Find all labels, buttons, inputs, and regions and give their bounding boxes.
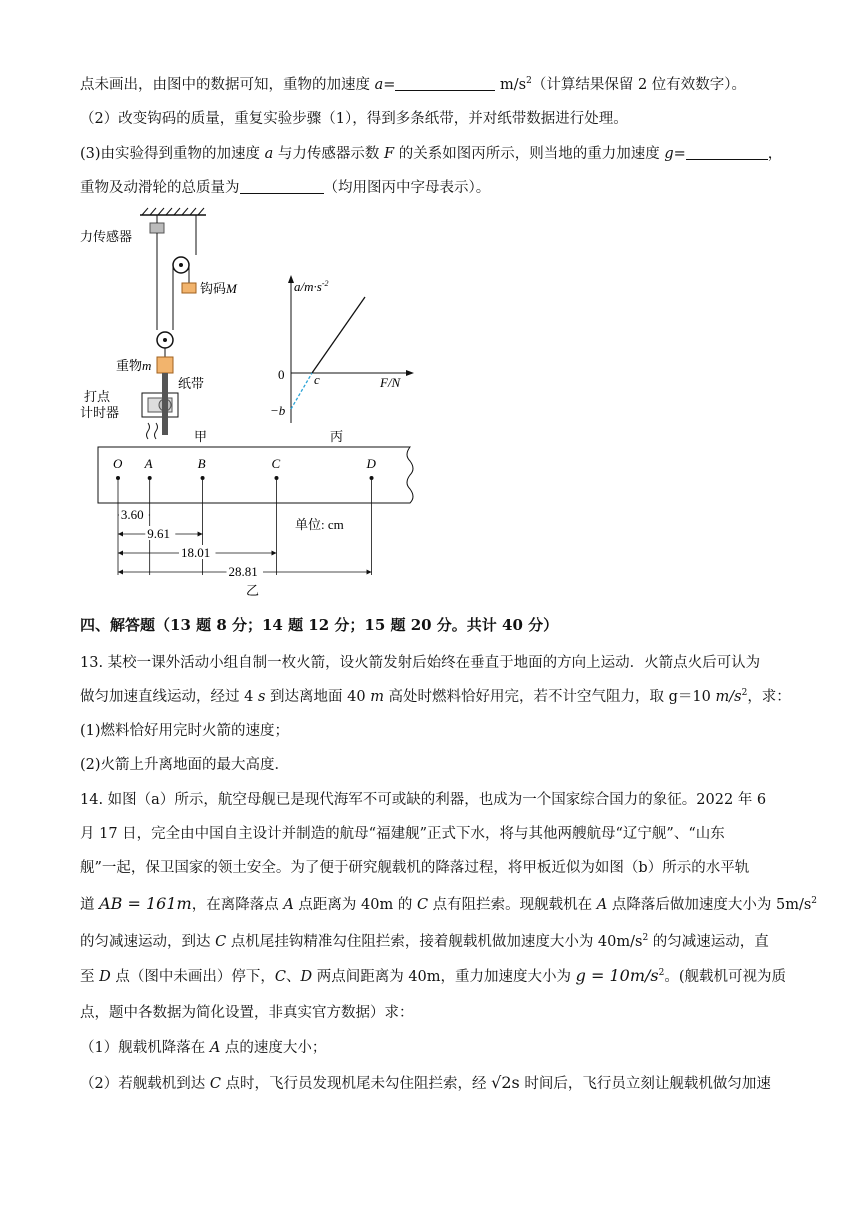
- tape-dot-B: [201, 476, 205, 480]
- q13-line-4: (2)火箭上升离地面的最大高度．: [80, 757, 290, 773]
- section-heading: 四、解答题（13 题 8 分；14 题 12 分；15 题 20 分。共计 40 分）: [80, 616, 559, 634]
- q14-line-6: 至 D 点（图中未画出）停下，C、D 两点间距离为 40m，重力加速度大小为 $g = 10m/s^2$。(舰载机可视为质: [80, 966, 786, 985]
- figure-label-jia: 甲: [194, 429, 208, 444]
- text-line-p4: 重物及动滑轮的总质量为 （均用图丙中字母表示）。: [80, 180, 491, 196]
- svg-text:a/m·s-2: $a/m\cdot s^{-2}$: [294, 279, 329, 294]
- q14-line-2: 月 17 日，完全由中国自主设计并制造的航母“福建舰”正式下水，将与其他两艘航母“辽宁舰”、“山东: [80, 826, 725, 842]
- svg-text:计时器: 计时器: [80, 405, 120, 420]
- answer-blank-mass[interactable]: [240, 179, 324, 194]
- text-line-p3: (3)由实验得到重物的加速度 a 与力传感器示数 F 的关系如图丙所示，则当地的重力加速度 g= ，: [80, 146, 783, 162]
- tape-dot-C: [274, 476, 278, 480]
- q14-line-4: 道 AB = 161m，在离降落点 A 点距离为 40m 的 C 点有阻拦索。现舰载机在 A 点降落后做加速度大小为 $5m/s^2$: [80, 894, 818, 913]
- force-sensor-icon: [150, 223, 164, 233]
- svg-text:纸带: 纸带: [178, 376, 205, 391]
- q14-line-9: （2）若舰载机到达 C 点时，飞行员发现机尾未勾住阻拦索，经 √2s 时间后，飞行员立刻让舰载机做匀加速: [80, 1073, 771, 1092]
- a-F-graph: [270, 275, 414, 444]
- tape-point-label-B: B: [197, 456, 206, 471]
- figure-label-yi: 乙: [246, 583, 260, 598]
- sensor-label: 力传感器: [80, 229, 133, 244]
- q14-line-1: 14. 如图（a）所示，航空母舰已是现代海军不可或缺的利器，也成为一个国家综合国力的象征。2022 年 6: [80, 792, 767, 808]
- answer-blank-gravity[interactable]: [686, 145, 768, 160]
- heavy-object-icon: [157, 357, 173, 373]
- tape-dot-D: [370, 476, 374, 480]
- tape-point-label-O: O: [113, 456, 123, 471]
- q13-line-1: 13. 某校一课外活动小组自制一枚火箭，设火箭发射后始终在垂直于地面的方向上运动．火箭点火后可认为: [80, 655, 761, 671]
- hook-weight-icon: [182, 283, 196, 293]
- tape-point-label-A: A: [144, 456, 153, 471]
- svg-text:打点: 打点: [84, 389, 111, 404]
- svg-text:钩码M: 钩码M: [200, 281, 237, 296]
- tape-dot-A: [148, 476, 152, 480]
- text-line-p1: 点未画出，由图中的数据可知，重物的加速度 $a= m/s^2$（计算结果保留 2 位有效数字）。: [80, 76, 747, 93]
- tape-point-label-D: D: [366, 456, 376, 471]
- q14-line-3: 舰”一起，保卫国家的领土安全。为了便于研究舰载机的降落过程，将甲板近似为如图（b）所示的水平轨: [80, 860, 750, 876]
- svg-text:F/N: F/N: [380, 375, 401, 390]
- q14-line-5: 的匀减速运动，到达 C 点机尾挂钩精准勾住阻拦索，接着舰载机做加速度大小为 $40m/s^2$ 的匀减速运动，直: [80, 933, 769, 950]
- dimension-value: 9.61: [147, 526, 171, 541]
- q13-line-2: 做匀加速直线运动，经过 4 s 到达离地面 40 m 高处时燃料恰好用完，若不计空气阻力，取 g＝10 $m/s^2$，求：: [80, 688, 791, 705]
- text-line-p2: （2）改变钩码的质量，重复实验步骤（1），得到多条纸带，并对纸带数据进行处理。: [80, 111, 628, 127]
- svg-text:c: c: [314, 372, 320, 387]
- tape-point-label-C: C: [271, 456, 281, 471]
- dimension-value: 28.81: [228, 564, 258, 579]
- q14-line-8: （1）舰载机降落在 A 点的速度大小；: [80, 1040, 327, 1056]
- experiment-figure: [80, 205, 420, 600]
- answer-blank-acceleration[interactable]: [395, 76, 495, 91]
- tape-dot-O: [116, 476, 120, 480]
- q14-line-7: 点，题中各数据为简化设置，非真实官方数据）求：: [80, 1005, 414, 1021]
- svg-text:0: 0: [278, 367, 285, 382]
- q13-line-3: (1)燃料恰好用完时火箭的速度；: [80, 723, 290, 739]
- figure-label-bing: 丙: [330, 429, 344, 444]
- svg-text:−b: −b: [270, 403, 286, 418]
- dimension-value: 3.60: [120, 507, 144, 522]
- dimension-value: 18.01: [180, 545, 211, 560]
- unit-label: 单位: cm: [295, 517, 344, 532]
- svg-text:重物m: 重物m: [116, 358, 152, 373]
